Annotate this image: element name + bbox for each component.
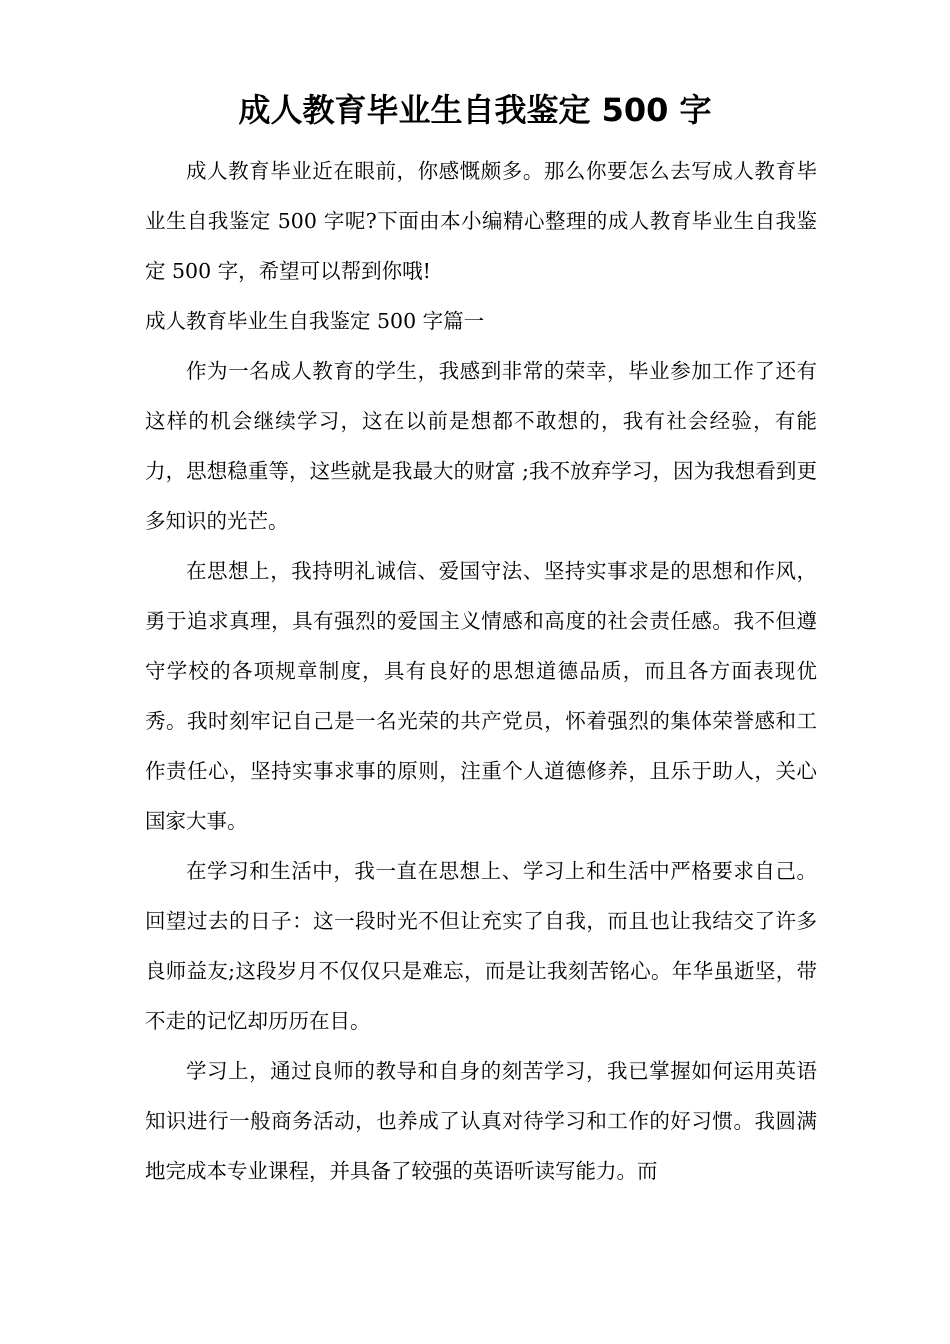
page-title: 成人教育毕业生自我鉴定 500 字: [238, 91, 712, 129]
body-paragraph-4: 学习上，通过良师的教导和自身的刻苦学习，我已掌握如何运用英语知识进行一般商务活动，也养成了认真对待学习和工作的好习惯。我圆满地完成本专业课程，并具备了较强的英语听读写能力。而: [145, 1059, 817, 1183]
body-paragraph-3: 在学习和生活中，我一直在思想上、学习上和生活中严格要求自己。回望过去的日子：这一段时光不但让充实了自我，而且也让我结交了许多良师益友;这段岁月不仅仅只是难忘，而是让我刻苦铭心。年华虽逝坚，带不走的记忆却历历在目。: [145, 859, 817, 1033]
section-heading: 成人教育毕业生自我鉴定 500 字篇一: [145, 309, 485, 333]
body-paragraph-2: 在思想上，我持明礼诚信、爱国守法、坚持实事求是的思想和作风，勇于追求真理，具有强烈的爱国主义情感和高度的社会责任感。我不但遵守学校的各项规章制度，具有良好的思想道德品质，而且各方面表现优秀。我时刻牢记自己是一名光荣的共产党员，怀着强烈的集体荣誉感和工作责任心，坚持实事求事的原则，注重个人道德修养，且乐于助人，关心国家大事。: [145, 559, 817, 833]
body-paragraph-1: 作为一名成人教育的学生，我感到非常的荣幸，毕业参加工作了还有这样的机会继续学习，这在以前是想都不敢想的，我有社会经验，有能力，思想稳重等，这些就是我最大的财富 ;我不放弃学习，因为我想看到更多知识的光芒。: [145, 359, 817, 533]
intro-paragraph: 成人教育毕业近在眼前，你感慨颇多。那么你要怎么去写成人教育毕业生自我鉴定 500 字呢?下面由本小编精心整理的成人教育毕业生自我鉴定 500 字，希望可以帮到你哦!: [145, 159, 817, 283]
document-body: [145, 146, 817, 1196]
